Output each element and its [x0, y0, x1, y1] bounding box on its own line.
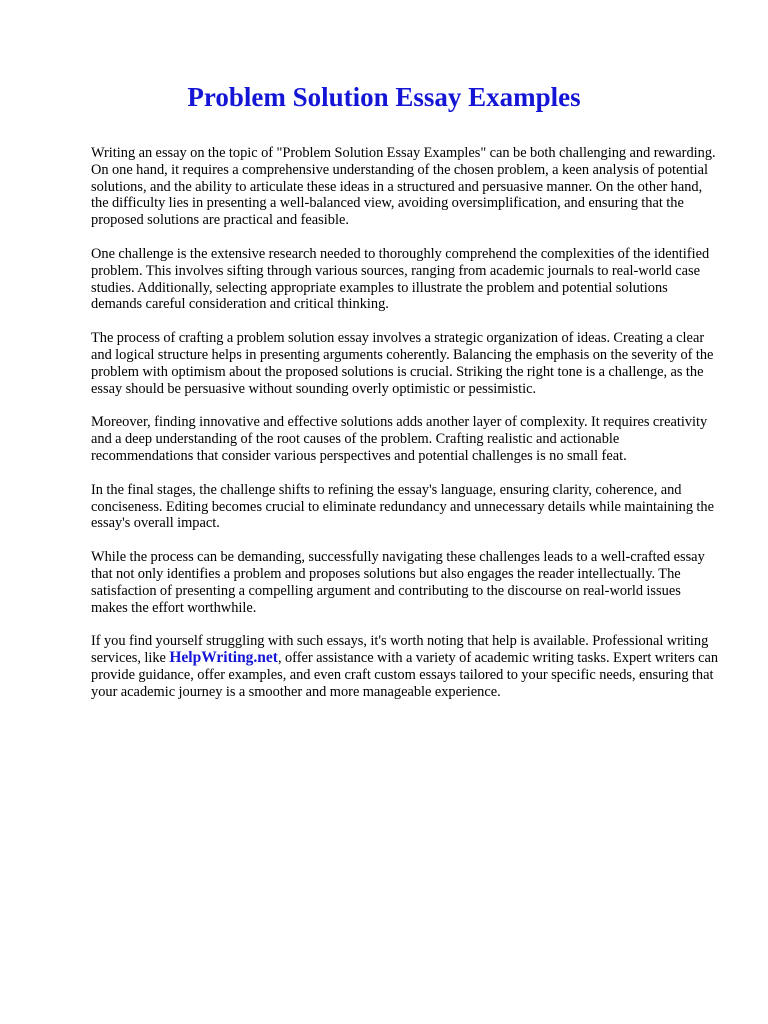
- paragraph-process: The process of crafting a problem solution essay involves a strategic organization of ideas. Creating a clear and logical structure helps in presenting arguments coherently. Balancing the emphasis on the severity of the problem with optimism about the proposed solutions is crucial. Striking the right tone is a challenge, as the essay should be persuasive without sounding overly optimistic or pessimistic.: [91, 330, 714, 397]
- helpwriting-link[interactable]: HelpWriting.net: [169, 649, 278, 667]
- page-title: Problem Solution Essay Examples: [187, 82, 581, 112]
- paragraph-help: [91, 633, 719, 700]
- paragraph-conclusion: While the process can be demanding, successfully navigating these challenges leads to a well-crafted essay that not only identifies a problem and proposes solutions but also engages the reader intellectually. The satisfaction of presenting a compelling argument and contributing to the discourse on real-world issues makes the effort worthwhile.: [91, 549, 705, 616]
- paragraph-final-stages: In the final stages, the challenge shifts to refining the essay's language, ensuring clarity, coherence, and conciseness. Editing becomes crucial to eliminate redundancy and unnecessary details while maintaining the essay's overall impact.: [91, 481, 714, 532]
- paragraph-research: One challenge is the extensive research needed to thoroughly comprehend the complexities of the identified problem. This involves sifting through various sources, ranging from academic journals to real-world case studies. Additionally, selecting appropriate examples to illustrate the problem and potential solutions demands careful consideration and critical thinking.: [91, 245, 710, 313]
- help-text-before-link: If you find yourself struggling with such essays, it's worth noting that help is available. Professional writing services, like: [91, 633, 709, 667]
- paragraph-solutions: Moreover, finding innovative and effective solutions adds another layer of complexity. It requires creativity and a deep understanding of the root causes of the problem. Crafting realistic and actionable recommendations that consider various perspectives and potential challenges is no small feat.: [91, 414, 708, 464]
- paragraph-intro: Writing an essay on the topic of "Problem Solution Essay Examples" can be both challenging and rewarding. On one hand, it requires a comprehensive understanding of the chosen problem, a keen analysis of potential solutions, and the ability to articulate these ideas in a structured and persuasive manner. On the other hand, the difficulty lies in presenting a well-balanced view, avoiding oversimplification, and ensuring that the proposed solutions are practical and feasible.: [91, 145, 716, 229]
- help-text-after-link: , offer assistance with a variety of academic writing tasks. Expert writers can provide guidance, offer examples, and even craft custom essays tailored to your specific needs, ensuring that your academic journey is a smoother and more manageable experience.: [91, 650, 719, 700]
- essay-body: [91, 145, 719, 718]
